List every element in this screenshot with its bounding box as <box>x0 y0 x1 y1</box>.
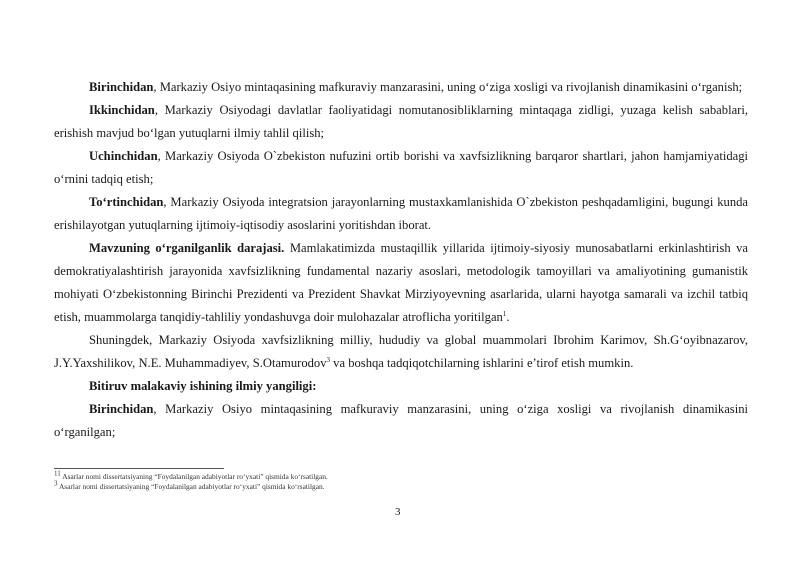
page-number: 3 <box>395 506 401 518</box>
novelty-heading: Bitiruv malakaviy ishining ilmiy yangiligi: <box>89 379 317 393</box>
footnote-text: Asarlar nomi dissertatsiyaning “Foydalanilgan adabiyotlar ro‘yxati” qismida ko‘rsatilgan. <box>60 472 328 481</box>
paragraph-lead: Birinchidan <box>89 80 154 94</box>
paragraph-text: , Markaziy Osiyo mintaqasining mafkuraviy manzarasini, uning o‘ziga xosligi va rivojlanish dinamikasini o‘rganish; <box>153 80 743 94</box>
footnote-mark: 3 <box>54 479 58 488</box>
paragraph-end: va boshqa tadqiqotchilarning ishlarini e’tirof etish mumkin. <box>330 356 634 370</box>
paragraph-end: . <box>506 310 510 324</box>
body-text <box>54 76 748 444</box>
footnotes <box>54 469 748 492</box>
footnote-text: Asarlar nomi dissertatsiyaning “Foydalanilgan adabiyotlar ro‘yxati” qismida ko‘rsatilgan. <box>57 482 325 491</box>
footnote <box>54 479 748 492</box>
paragraph-lead: To‘rtinchidan <box>89 195 164 209</box>
paragraph-tortinchidan <box>54 191 748 237</box>
footnote <box>54 469 748 482</box>
paragraph-ikkinchidan <box>54 99 748 145</box>
paragraph-text: , Markaziy Osiyoda O`zbekiston nufuzini ortib borishi va xavfsizlikning barqaror shartlari, jahon hamjamiyatidagi o‘rnini tadqiq etish; <box>54 149 748 186</box>
paragraph-study-level <box>54 237 748 329</box>
footnote-ref[interactable]: 1 <box>502 309 507 318</box>
paragraph-birinchidan <box>54 76 748 99</box>
paragraph-text: , Markaziy Osiyodagi davlatlar faoliyatidagi nomutanosibliklarning mintaqaga zidligi, yuzaga kelish sabablari, erishish mavjud bo‘lgan yutuqlarni ilmiy tahlil qilish; <box>54 103 748 140</box>
paragraph-text: Shuningdek, Markaziy Osiyoda xavfsizlikning milliy, hududiy va global muammolari Ibrohim Karimov, Sh.G‘oyibnazarov, J.Y.Yaxshilikov, N.E. Muhammadiyev, S.Otamurodov <box>54 333 748 370</box>
paragraph-novelty-birinchidan <box>54 398 748 444</box>
paragraph-lead: Ikkinchidan <box>89 103 155 117</box>
paragraph-shuningdek <box>54 329 748 375</box>
footnote-separator <box>54 468 224 469</box>
paragraph-lead: Mavzuning o‘rganilganlik darajasi. <box>89 241 285 255</box>
paragraph-text: Mamlakatimizda mustaqillik yillarida ijtimoiy-siyosiy munosabatlarni erkinlashtirish va demokratiyalashtirish jarayonida xavfsizlikning fundamental nazariy asoslari, metodologik tamoyillari va amaliyotining gumanistik mohiyati O‘zbekistonning Birinchi Prezidenti va Prezident Shavkat Mirziyoyevning asarlarida, ularni hayotga samarali va izchil tatbiq etish, muammolarga tanqidiy-tahliliy yondashuvga doir mulohazalar atroflicha yoritilgan <box>54 241 748 324</box>
paragraph-lead: Birinchidan <box>89 402 154 416</box>
paragraph-text: , Markaziy Osiyo mintaqasining mafkuraviy manzarasini, uning o‘ziga xosligi va rivojlanish dinamikasini o‘rganilgan; <box>54 402 748 439</box>
paragraph-uchinchidan <box>54 145 748 191</box>
paragraph-lead: Uchinchidan <box>89 149 158 163</box>
footnote-mark: 11 <box>54 469 61 478</box>
paragraph-text: , Markaziy Osiyoda integratsion jarayonlarning mustaxkamlanishida O`zbekiston peshqadamligini, bugungi kunda erishilayotgan yutuqlarning ijtimoiy-iqtisodiy asoslarini yoritishdan iborat. <box>54 195 748 232</box>
footnote-ref[interactable]: 3 <box>326 355 331 364</box>
